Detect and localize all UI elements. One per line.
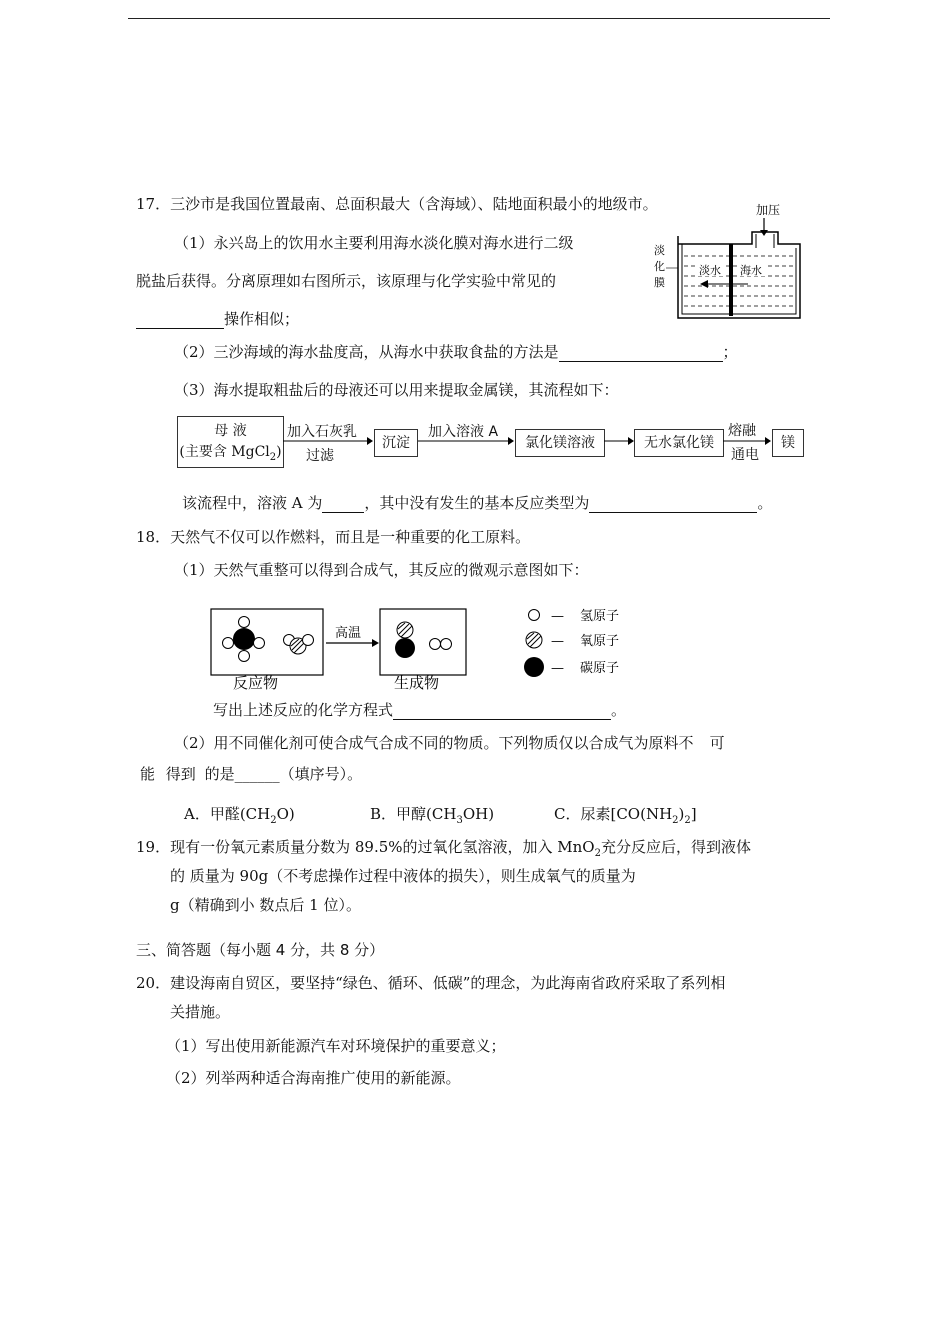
- q18-option-c[interactable]: C．尿素$[CO(NH_2)_2]$: [554, 805, 697, 826]
- q18-part2-e: 的是______（填序号）。: [204, 765, 363, 783]
- q18-part1-q-text: 写出上述反应的化学方程式: [213, 701, 394, 719]
- q17-part1-line3: [136, 309, 299, 329]
- q18-stem: 18．天然气不仅可以作燃料，而且是一种重要的化工原料。: [136, 528, 531, 546]
- q18-part1-q-end: 。: [611, 701, 627, 719]
- q17-part3-q-end: 。: [757, 494, 773, 512]
- q18-part1-question: [213, 700, 626, 720]
- q17-part1-tail: 操作相似；: [224, 310, 300, 328]
- flow-arrow-1: [283, 436, 373, 446]
- answer-blank[interactable]: [322, 496, 364, 513]
- q19-line2: 的 质量为 90g（不考虑操作过程中液体的损失），则生成氧气的质量为: [170, 867, 636, 885]
- products-label: 生成物: [394, 674, 440, 692]
- fresh-water-label: 淡水: [699, 264, 721, 277]
- q18-part1: （1）天然气重整可以得到合成气，其反应的微观示意图如下：: [174, 561, 589, 579]
- flow-box-magnesium: 镁: [772, 429, 804, 457]
- svg-text:膜: 膜: [654, 276, 665, 289]
- sea-water-label: 海水: [740, 264, 762, 277]
- header-rule: [128, 18, 830, 19]
- answer-blank[interactable]: [589, 496, 757, 513]
- svg-text:—: —: [551, 661, 564, 676]
- q20-part1: （1）写出使用新能源汽车对环境保护的重要意义；: [166, 1037, 506, 1055]
- mother-liquor-label: 母 液: [214, 423, 247, 439]
- reaction-microscopic-diagram: [208, 598, 648, 694]
- legend-carbon: 碳原子: [580, 661, 620, 676]
- flow-step2-top: 加入溶液 A: [428, 424, 499, 440]
- q18-option-b[interactable]: B．甲醇$(CH_3OH)$: [370, 805, 495, 826]
- flow-step1-top: 加入石灰乳: [287, 424, 357, 440]
- q18-part2-a: （2）用不同催化剂可使合成气合成不同的物质。下列物质仅以合成气为原料不: [174, 734, 694, 752]
- q17-stem: 17．三沙市是我国位置最南、总面积最大（含海域）、陆地面积最小的地级市。: [136, 195, 658, 213]
- q17-part2: [174, 342, 738, 362]
- desalination-membrane-figure: [648, 198, 808, 322]
- q20-line1: 20．建设海南自贸区，要坚持“绿色、循环、低碳”的理念，为此海南省政府采取了系列相: [136, 974, 726, 992]
- reaction-condition: 高温: [335, 626, 362, 641]
- q20-line2: 关措施。: [170, 1003, 231, 1021]
- q18-part2-line1: [174, 733, 725, 753]
- q18-part2-c: 能: [140, 765, 156, 783]
- flow-step4-top: 熔融: [728, 423, 756, 439]
- legend-oxygen: 氧原子: [580, 634, 620, 649]
- q17-part1-line1: （1）永兴岛上的饮用水主要利用海水淡化膜对海水进行二级: [174, 234, 574, 252]
- flow-arrow-4: [723, 436, 771, 446]
- q19-line1: 19．现有一份氧元素质量分数为 89.5%的过氧化氢溶液，加入 MnO$_2$充分反应后，得到液体: [136, 838, 751, 859]
- flow-step4-bottom: 通电: [731, 447, 759, 463]
- q17-part2-tail: ；: [722, 343, 738, 361]
- flow-arrow-2: [418, 436, 514, 446]
- mother-liquor-note: (主要含 MgCl$_2$): [179, 444, 282, 463]
- q18-part2-d: 得到: [165, 765, 196, 783]
- pressure-label: 加压: [756, 203, 781, 217]
- svg-text:—: —: [551, 634, 564, 649]
- q18-part2-line2: [140, 764, 362, 784]
- svg-text:化: 化: [654, 260, 665, 273]
- reactants-label: 反应物: [233, 674, 279, 692]
- q17-part3-question: [182, 493, 772, 513]
- q20-part2: （2）列举两种适合海南推广使用的新能源。: [166, 1069, 461, 1087]
- answer-blank[interactable]: [559, 345, 723, 362]
- answer-blank[interactable]: [393, 703, 611, 720]
- svg-text:—: —: [551, 609, 564, 624]
- q18-part2-b: 可: [709, 734, 725, 752]
- flow-arrow-3: [604, 436, 634, 446]
- flow-step1-bottom: 过滤: [306, 448, 334, 464]
- products-box: [380, 609, 466, 675]
- q17-part3: （3）海水提取粗盐后的母液还可以用来提取金属镁，其流程如下：: [174, 381, 619, 399]
- flow-box-mother-liquor: [177, 416, 284, 468]
- q19-line3: g（精确到小 数点后 1 位）。: [170, 896, 361, 914]
- q17-part2-text: （2）三沙海域的海水盐度高，从海水中获取食盐的方法是: [174, 343, 559, 361]
- q17-part3-q-a: 该流程中，溶液 A 为: [182, 494, 323, 512]
- q17-part3-q-b: ，其中没有发生的基本反应类型为: [364, 494, 590, 512]
- svg-text:淡: 淡: [654, 244, 665, 257]
- flow-box-mgcl2-solution: 氯化镁溶液: [515, 429, 605, 457]
- flow-box-anhydrous-mgcl2: 无水氯化镁: [634, 429, 724, 457]
- answer-blank[interactable]: [136, 312, 224, 329]
- legend-hydrogen: 氢原子: [580, 609, 620, 624]
- flow-box-precipitate: 沉淀: [374, 429, 418, 457]
- q18-option-a[interactable]: A．甲醛$(CH_2O)$: [184, 805, 295, 826]
- section-3-title: 三、简答题（每小题 4 分，共 8 分）: [136, 941, 385, 959]
- q17-part1-line2: 脱盐后获得。分离原理如右图所示，该原理与化学实验中常见的: [136, 272, 557, 290]
